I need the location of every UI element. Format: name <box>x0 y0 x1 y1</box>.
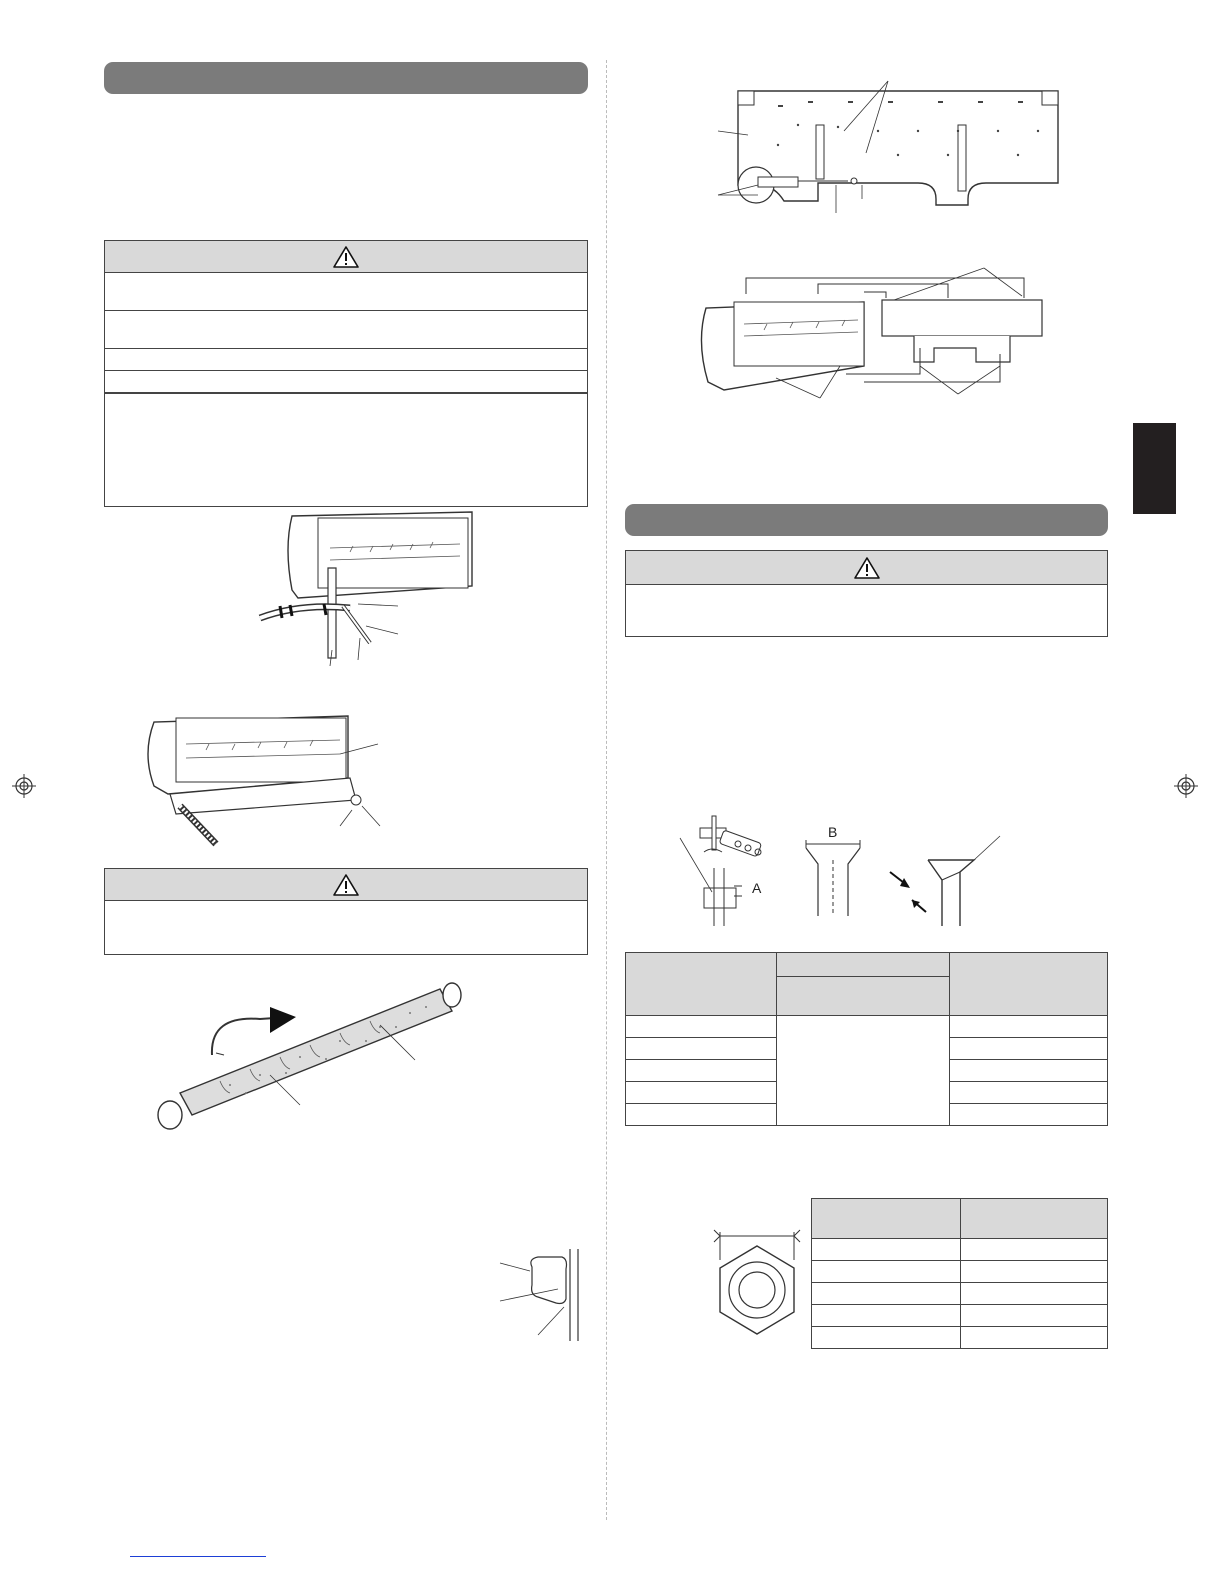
warning-row <box>105 371 587 394</box>
table-row <box>812 1283 1108 1305</box>
warning-row <box>105 349 587 371</box>
warning-triangle-icon <box>333 246 359 268</box>
hex-nut-illustration <box>712 1228 802 1348</box>
flare-dimension-b: B <box>828 824 838 840</box>
warning-row <box>105 901 587 955</box>
warning-row <box>105 273 587 311</box>
registration-mark-icon <box>1174 774 1198 798</box>
side-tab <box>1133 423 1176 514</box>
footer-link-underline <box>130 1556 266 1557</box>
flare-angle-illustration <box>882 832 1002 932</box>
warning-row <box>626 585 1107 637</box>
wall-mounting-plate-illustration <box>718 45 1078 215</box>
column-divider <box>606 60 607 1520</box>
indoor-unit-drain-illustration <box>140 714 390 844</box>
unit-hook-plate-illustration <box>694 262 1054 412</box>
warning-triangle-icon <box>333 874 359 896</box>
table-row <box>812 1239 1108 1261</box>
insulated-pipe-illustration <box>150 975 470 1135</box>
warning-triangle-icon <box>854 557 880 579</box>
warning-row <box>105 394 587 504</box>
warning-box-3 <box>625 550 1108 637</box>
flare-dimension-table <box>625 952 1108 1126</box>
registration-mark-icon <box>12 774 36 798</box>
table-row <box>812 1327 1108 1349</box>
wall-bracket-illustration <box>498 1245 588 1345</box>
table-row <box>812 1261 1108 1283</box>
table-row <box>626 1016 1108 1038</box>
nut-size-table <box>811 1198 1108 1349</box>
warning-row <box>105 311 587 349</box>
section-header-bar-left <box>104 62 588 94</box>
warning-box-header <box>626 551 1107 585</box>
table-row <box>812 1305 1108 1327</box>
flare-tool-illustration <box>678 808 778 928</box>
section-header-bar-right <box>625 504 1108 536</box>
warning-box-2 <box>104 868 588 955</box>
warning-box-header <box>105 869 587 901</box>
indoor-unit-hose-illustration <box>240 508 420 668</box>
flare-dimension-a: A <box>752 880 762 896</box>
warning-box-1 <box>104 240 588 507</box>
warning-box-header <box>105 241 587 273</box>
